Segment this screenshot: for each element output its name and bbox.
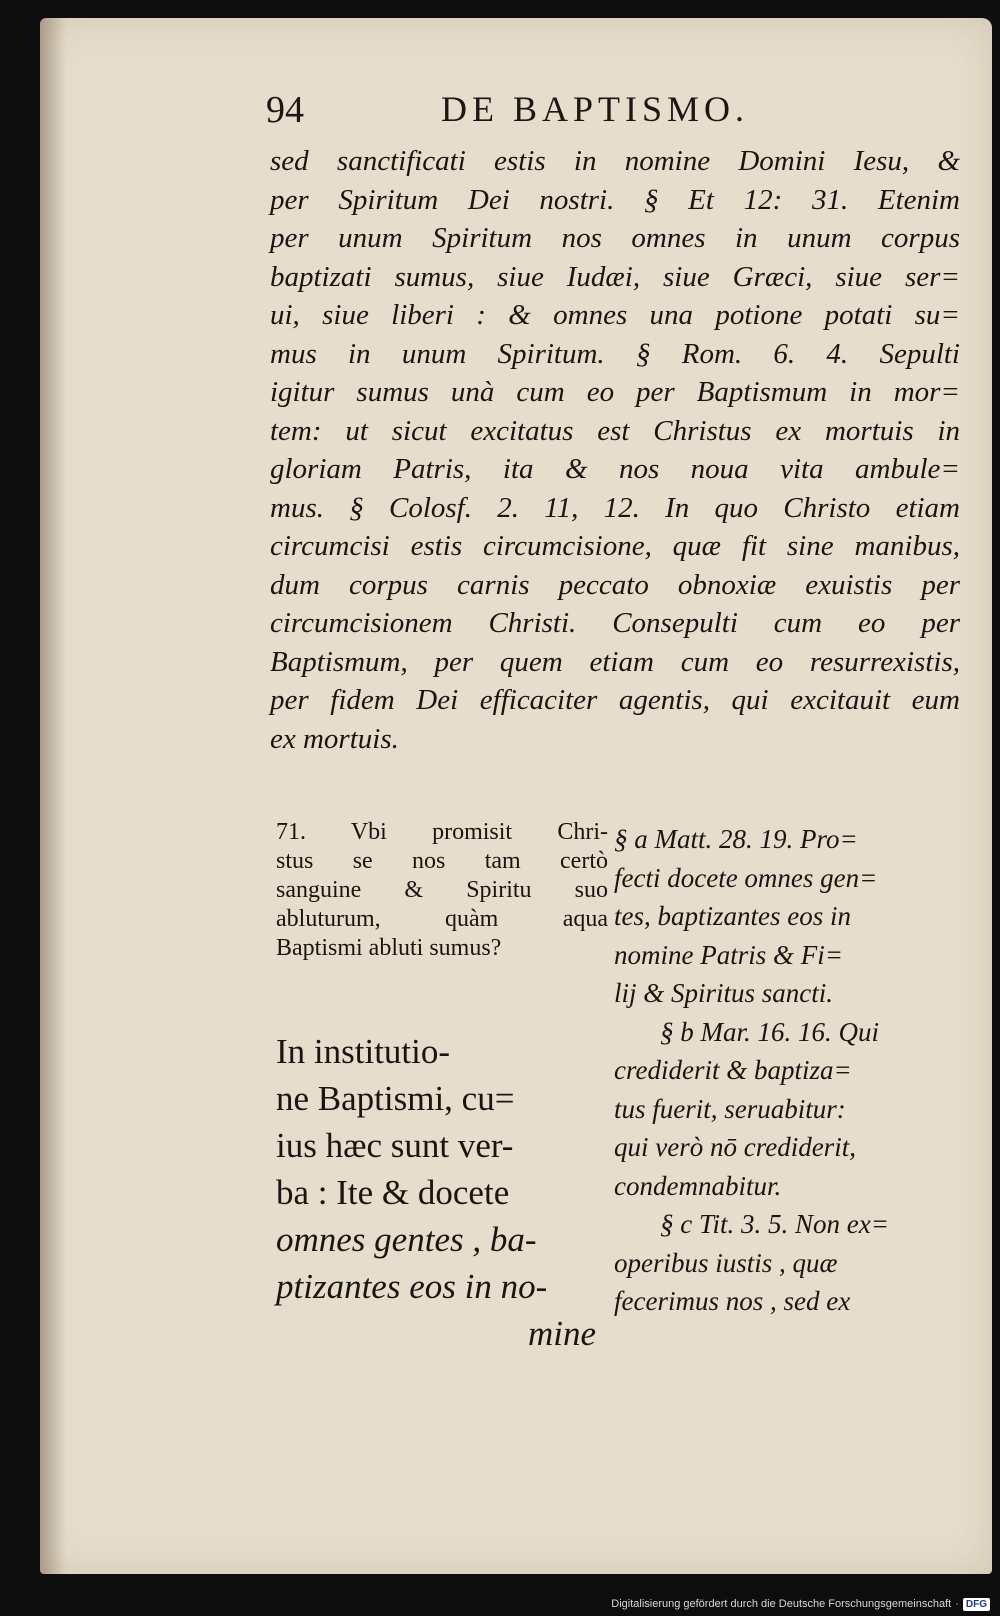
text-line: per unum Spiritum nos omnes in unum corpus	[270, 222, 960, 254]
catechism-question	[276, 818, 608, 963]
note-line: fecti docete omnes gen=	[614, 862, 878, 893]
note-line: operibus iustis , quæ	[614, 1247, 838, 1278]
question-line: stus se nos tam certò	[276, 848, 608, 874]
page-header	[266, 80, 826, 140]
note-line: condemnabitur.	[614, 1170, 782, 1201]
note-line: § b Mar. 16. 16. Qui	[660, 1016, 880, 1047]
note-line: tus fuerit, seruabitur:	[614, 1093, 846, 1124]
answer-line: In institutio-	[276, 1032, 451, 1071]
question-line: Baptismi abluti sumus?	[276, 935, 502, 961]
footer-separator: ·	[955, 1598, 959, 1610]
marginal-notes	[614, 820, 962, 1321]
text-line: Baptismum, per quem etiam cum eo resurrexistis,	[270, 645, 960, 678]
text-line: circumcisi estis circumcisione, quæ fit sine manibus,	[270, 530, 960, 562]
page-number: 94	[266, 89, 304, 131]
question-line: sanguine & Spiritu suo	[276, 877, 608, 903]
digitization-footer	[611, 1594, 990, 1614]
answer-line: ius hæc sunt ver-	[276, 1126, 514, 1165]
note-line: § a Matt. 28. 19. Pro=	[614, 824, 858, 854]
text-line: dum corpus carnis peccato obnoxiæ exuistis per	[270, 568, 960, 601]
text-line: ui, siue liberi : & omnes una potione potati su=	[270, 299, 960, 331]
text-line: mus in unum Spiritum. § Rom. 6. 4. Sepulti	[270, 337, 960, 370]
text-line: igitur sumus unà cum eo per Baptismum in mor=	[270, 376, 960, 408]
text-line: gloriam Patris, ita & nos noua vita ambule=	[270, 453, 960, 485]
note-line: qui verò nō crediderit,	[614, 1132, 856, 1162]
note-line: tes, baptizantes eos in	[614, 901, 851, 931]
question-line: abluturum, quàm aqua	[276, 906, 608, 932]
note-line: lij & Spiritus sancti.	[614, 978, 834, 1008]
text-line: sed sanctificati estis in nomine Domini Iesu, &	[270, 145, 960, 177]
text-line: per fidem Dei efficaciter agentis, qui excitauit eum	[270, 684, 960, 716]
note-line: nomine Patris & Fi=	[614, 939, 843, 970]
note-line: crediderit & baptiza=	[614, 1055, 852, 1085]
running-head: DE BAPTISMO.	[441, 89, 750, 129]
text-line: baptizati sumus, siue Iudæi, siue Græci, siue ser=	[270, 260, 960, 293]
text-line: ex mortuis.	[270, 722, 399, 755]
answer-line: ptizantes eos in no-	[276, 1267, 548, 1306]
text-line: tem: ut sicut excitatus est Christus ex mortuis in	[270, 414, 960, 447]
answer-line: omnes gentes , ba-	[276, 1220, 537, 1259]
main-text-block	[270, 142, 960, 758]
text-line: per Spiritum Dei nostri. § Et 12: 31. Etenim	[270, 183, 960, 216]
text-line: mus. § Colosf. 2. 11, 12. In quo Christo etiam	[270, 491, 960, 524]
answer-line: ba : Ite & docete	[276, 1173, 510, 1212]
footer-text: Digitalisierung gefördert durch die Deutsche Forschungsgemeinschaft	[611, 1598, 952, 1610]
catechism-answer	[276, 1028, 596, 1357]
note-line: fecerimus nos , sed ex	[614, 1286, 851, 1316]
text-line: circumcisionem Christi. Consepulti cum eo per	[270, 607, 960, 639]
question-line: 71. Vbi promisit Chri-	[276, 819, 608, 845]
dfg-logo-icon: DFG	[963, 1598, 990, 1611]
answer-line: mine	[527, 1314, 596, 1353]
note-line: § c Tit. 3. 5. Non ex=	[660, 1209, 889, 1239]
book-page	[40, 18, 992, 1574]
answer-line: ne Baptismi, cu=	[276, 1079, 515, 1118]
